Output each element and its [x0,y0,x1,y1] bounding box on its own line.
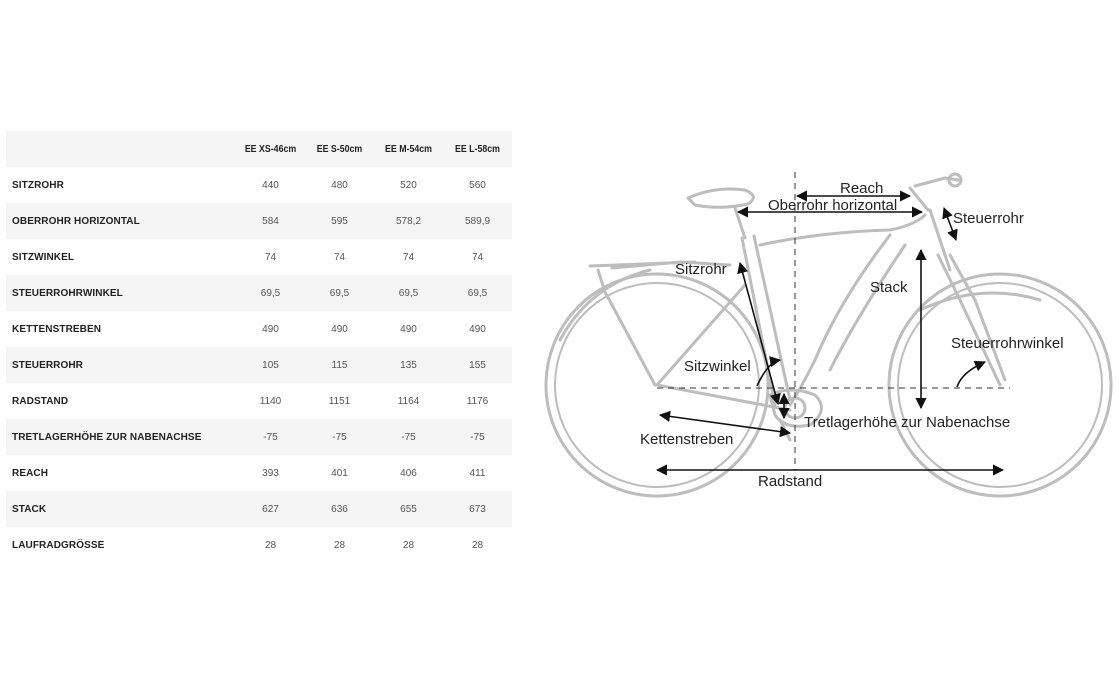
cell-value: 673 [469,503,486,515]
cell-value: 1140 [259,395,282,407]
bike-geometry-diagram [530,160,1115,520]
row-label: OBERROHR HORIZONTAL [12,215,140,227]
table-header-row [6,131,512,167]
label-sitzrohr: Sitzrohr [675,261,727,278]
table-row [6,203,512,239]
table-row [6,347,512,383]
cell-value: 28 [264,539,277,551]
cell-value: 74 [402,251,415,263]
cell-value: 584 [262,215,279,227]
table-row [6,419,512,455]
cell-value: 636 [331,503,348,515]
cell-value: 1164 [397,395,420,407]
cell-value: 28 [471,539,484,551]
cell-value: 28 [402,539,415,551]
cell-value: 74 [471,251,484,263]
table-row [6,275,512,311]
cell-value: 105 [262,359,279,371]
top-frame [760,215,925,245]
cell-value: 490 [262,323,279,335]
cell-value: 69,5 [260,287,281,299]
header-size-xs: EE XS-46cm [244,143,297,155]
cell-value: 135 [400,359,417,371]
cell-value: 1176 [466,395,489,407]
cell-value: 578,2 [395,215,422,227]
header-size-m: EE M-54cm [385,143,432,155]
row-label: STEUERROHRWINKEL [12,287,123,299]
table-row [6,455,512,491]
cell-value: -75 [332,431,347,443]
cell-value: 1151 [328,395,351,407]
table-row [6,167,512,203]
cell-value: 74 [264,251,277,263]
cell-value: 69,5 [398,287,419,299]
cell-value: 406 [400,467,417,479]
cell-value: 520 [400,179,417,191]
cell-value: 490 [469,323,486,335]
label-tretlager: Tretlagerhöhe zur Nabenachse [804,414,1011,431]
cell-value: 69,5 [467,287,488,299]
label-steuerrohrwinkel: Steuerrohrwinkel [951,335,1064,352]
row-label: STEUERROHR [12,359,84,371]
table-row [6,491,512,527]
row-label: KETTENSTREBEN [12,323,102,335]
row-label: SITZWINKEL [12,251,75,263]
table-row [6,239,512,275]
cell-value: 155 [469,359,486,371]
cell-value: 115 [331,359,348,371]
dimension-labels [640,180,1064,490]
cell-value: 595 [331,215,348,227]
label-stack: Stack [870,279,908,296]
cell-value: 490 [331,323,348,335]
label-kettenstreben: Kettenstreben [640,431,734,448]
cell-value: 28 [333,539,346,551]
row-label: RADSTAND [12,395,69,407]
saddle [688,189,753,207]
header-cell-empty [20,131,222,167]
rear-fender [560,270,650,340]
row-label: TRETLAGERHÖHE ZUR NABENACHSE [12,431,202,443]
row-label: LAUFRADGRÖSSE [12,539,105,551]
header-size-s: EE S-50cm [316,143,363,155]
table-row [6,311,512,347]
label-oberrohr: Oberrohr horizontal [768,197,898,214]
cell-value: 69,5 [329,287,350,299]
label-reach: Reach [840,180,884,197]
table-row [6,527,512,563]
cell-value: -75 [470,431,485,443]
table-row [6,383,512,419]
cell-value: 655 [400,503,417,515]
down-tube [790,235,890,405]
cell-value: 411 [469,467,486,479]
geometry-table [6,131,512,563]
row-label: SITZROHR [12,179,64,191]
cell-value: 490 [400,323,417,335]
cell-value: 74 [333,251,346,263]
cell-value: 480 [331,179,348,191]
cell-value: 401 [331,467,348,479]
row-label: REACH [12,467,49,479]
header-size-l: EE L-58cm [454,143,500,155]
cell-value: 393 [262,467,279,479]
row-label: STACK [12,503,47,515]
front-fender [920,293,1040,310]
cell-value: 589,9 [464,215,491,227]
label-steuerrohr: Steuerrohr [953,210,1024,227]
cell-value: -75 [401,431,416,443]
cell-value: 627 [262,503,279,515]
label-sitzwinkel: Sitzwinkel [684,358,751,375]
cell-value: 440 [262,179,279,191]
cell-value: -75 [263,431,278,443]
steuerrohrwinkel-arc [957,362,985,387]
cell-value: 560 [469,179,486,191]
label-radstand: Radstand [758,473,823,490]
